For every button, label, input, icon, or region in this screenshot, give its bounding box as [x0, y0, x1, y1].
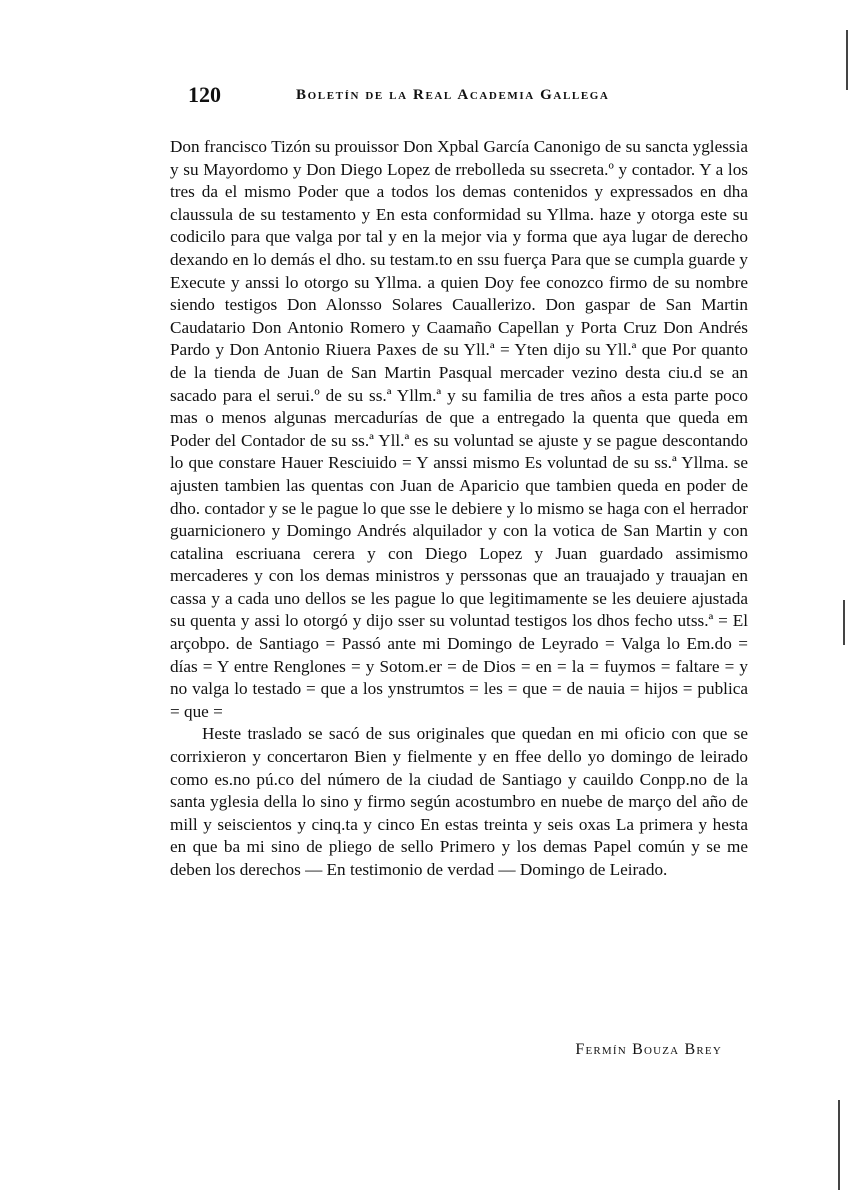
- paragraph-attestation: Heste traslado se sacó de sus originales que quedan en mi oficio con que se corrixieron y concertaron Bien y fielmente y en ffee dello yo domingo de leirado como es.no pú.co del número de la ciudad de Santiago y cauildo Conpp.no de la santa yglesia della lo sino y firmo según acostumbro en nuebe de março del año de mill y seiscientos y cinq.ta y cinco En estas treinta y seis oxas La primera y hesta en que ba mi sino de pliego de sello Primero y los demas Papel común y se me deben los derechos — En testimonio de verdad — Domingo de Leirado.: [170, 724, 748, 879]
- author-signature: Fermín Bouza Brey: [575, 1041, 722, 1058]
- scan-edge-mark: [843, 600, 845, 645]
- paragraph-codicil: Don francisco Tizón su prouissor Don Xpbal García Canonigo de su sancta yglessia y su Mayordomo y Don Diego Lopez de rrebolleda su ssecreta.º y contador. Y a los tres da el mismo Poder que a todos los demas contenidos y expressados en dha claussula de su testamento y En esta conformidad su Yllma. haze y otorga este su codicilo para que valga por tal y en la mejor via y forma que aya lugar de derecho dexando en lo demás el dho. su testam.to en ssu fuerça Para que se cumpla guarde y Execute y anssi lo otorgo su Yllma. a quien Doy fee conozco firmo de su nombre siendo testigos Don Alonsso Solares Cauallerizo. Don gaspar de San Martin Caudatario Don Antonio Romero y Caamaño Capellan y Porta Cruz Don Andrés Pardo y Don Antonio Riuera Paxes de su Yll.ª = Yten dijo su Yll.ª que Por quanto de la tienda de Juan de San Martin Pasqual mercader vezino desta ciu.d se an sacado para el serui.º de su ss.ª Yllm.ª y su familia de tres años a esta parte poco mas o menos algunas mercadurías de que a entregado la quenta que queda em Poder del Contador de su ss.ª Yll.ª es su voluntad se ajuste y se pague descontando lo que constare Hauer Resciuido = Y anssi mismo Es voluntad de su ss.ª Yllma. se ajusten tambien las quentas con Juan de Aparicio que tambien queda en poder de dho. contador y se le pague lo que sse le debiere y lo mismo se haga con el herrador guarnicionero y Domingo Andrés alquilador y con la votica de San Martin y con catalina escriuana cerera y con Diego Lopez y Juan guardado assimismo mercaderes y con los demas ministros y perssonas que an trauajado y trauajan en cassa y a cada uno dellos se les pague lo que legitimamente se les deuiere ajustada su quenta y assi lo otorgó y dijo sser su voluntad testigos los dhos fecho utss.ª = El arçobpo. de Santiago = Passó ante mi Domingo de Leyrado = Valga lo Em.do = días = Y entre Renglones = y Sotom.er = de Dios = en = la = fuymos = faltare = y no valga lo testado = que a los ynstrumtos = les = que = de nauia = hijos = publica = que =: [170, 137, 748, 721]
- running-title: Boletín de la Real Academia Gallega: [296, 87, 610, 103]
- scan-edge-mark: [846, 30, 848, 90]
- page-header: [188, 82, 628, 112]
- article-body: [170, 136, 748, 882]
- page-number: 120: [188, 82, 221, 107]
- scan-edge-mark: [838, 1100, 840, 1190]
